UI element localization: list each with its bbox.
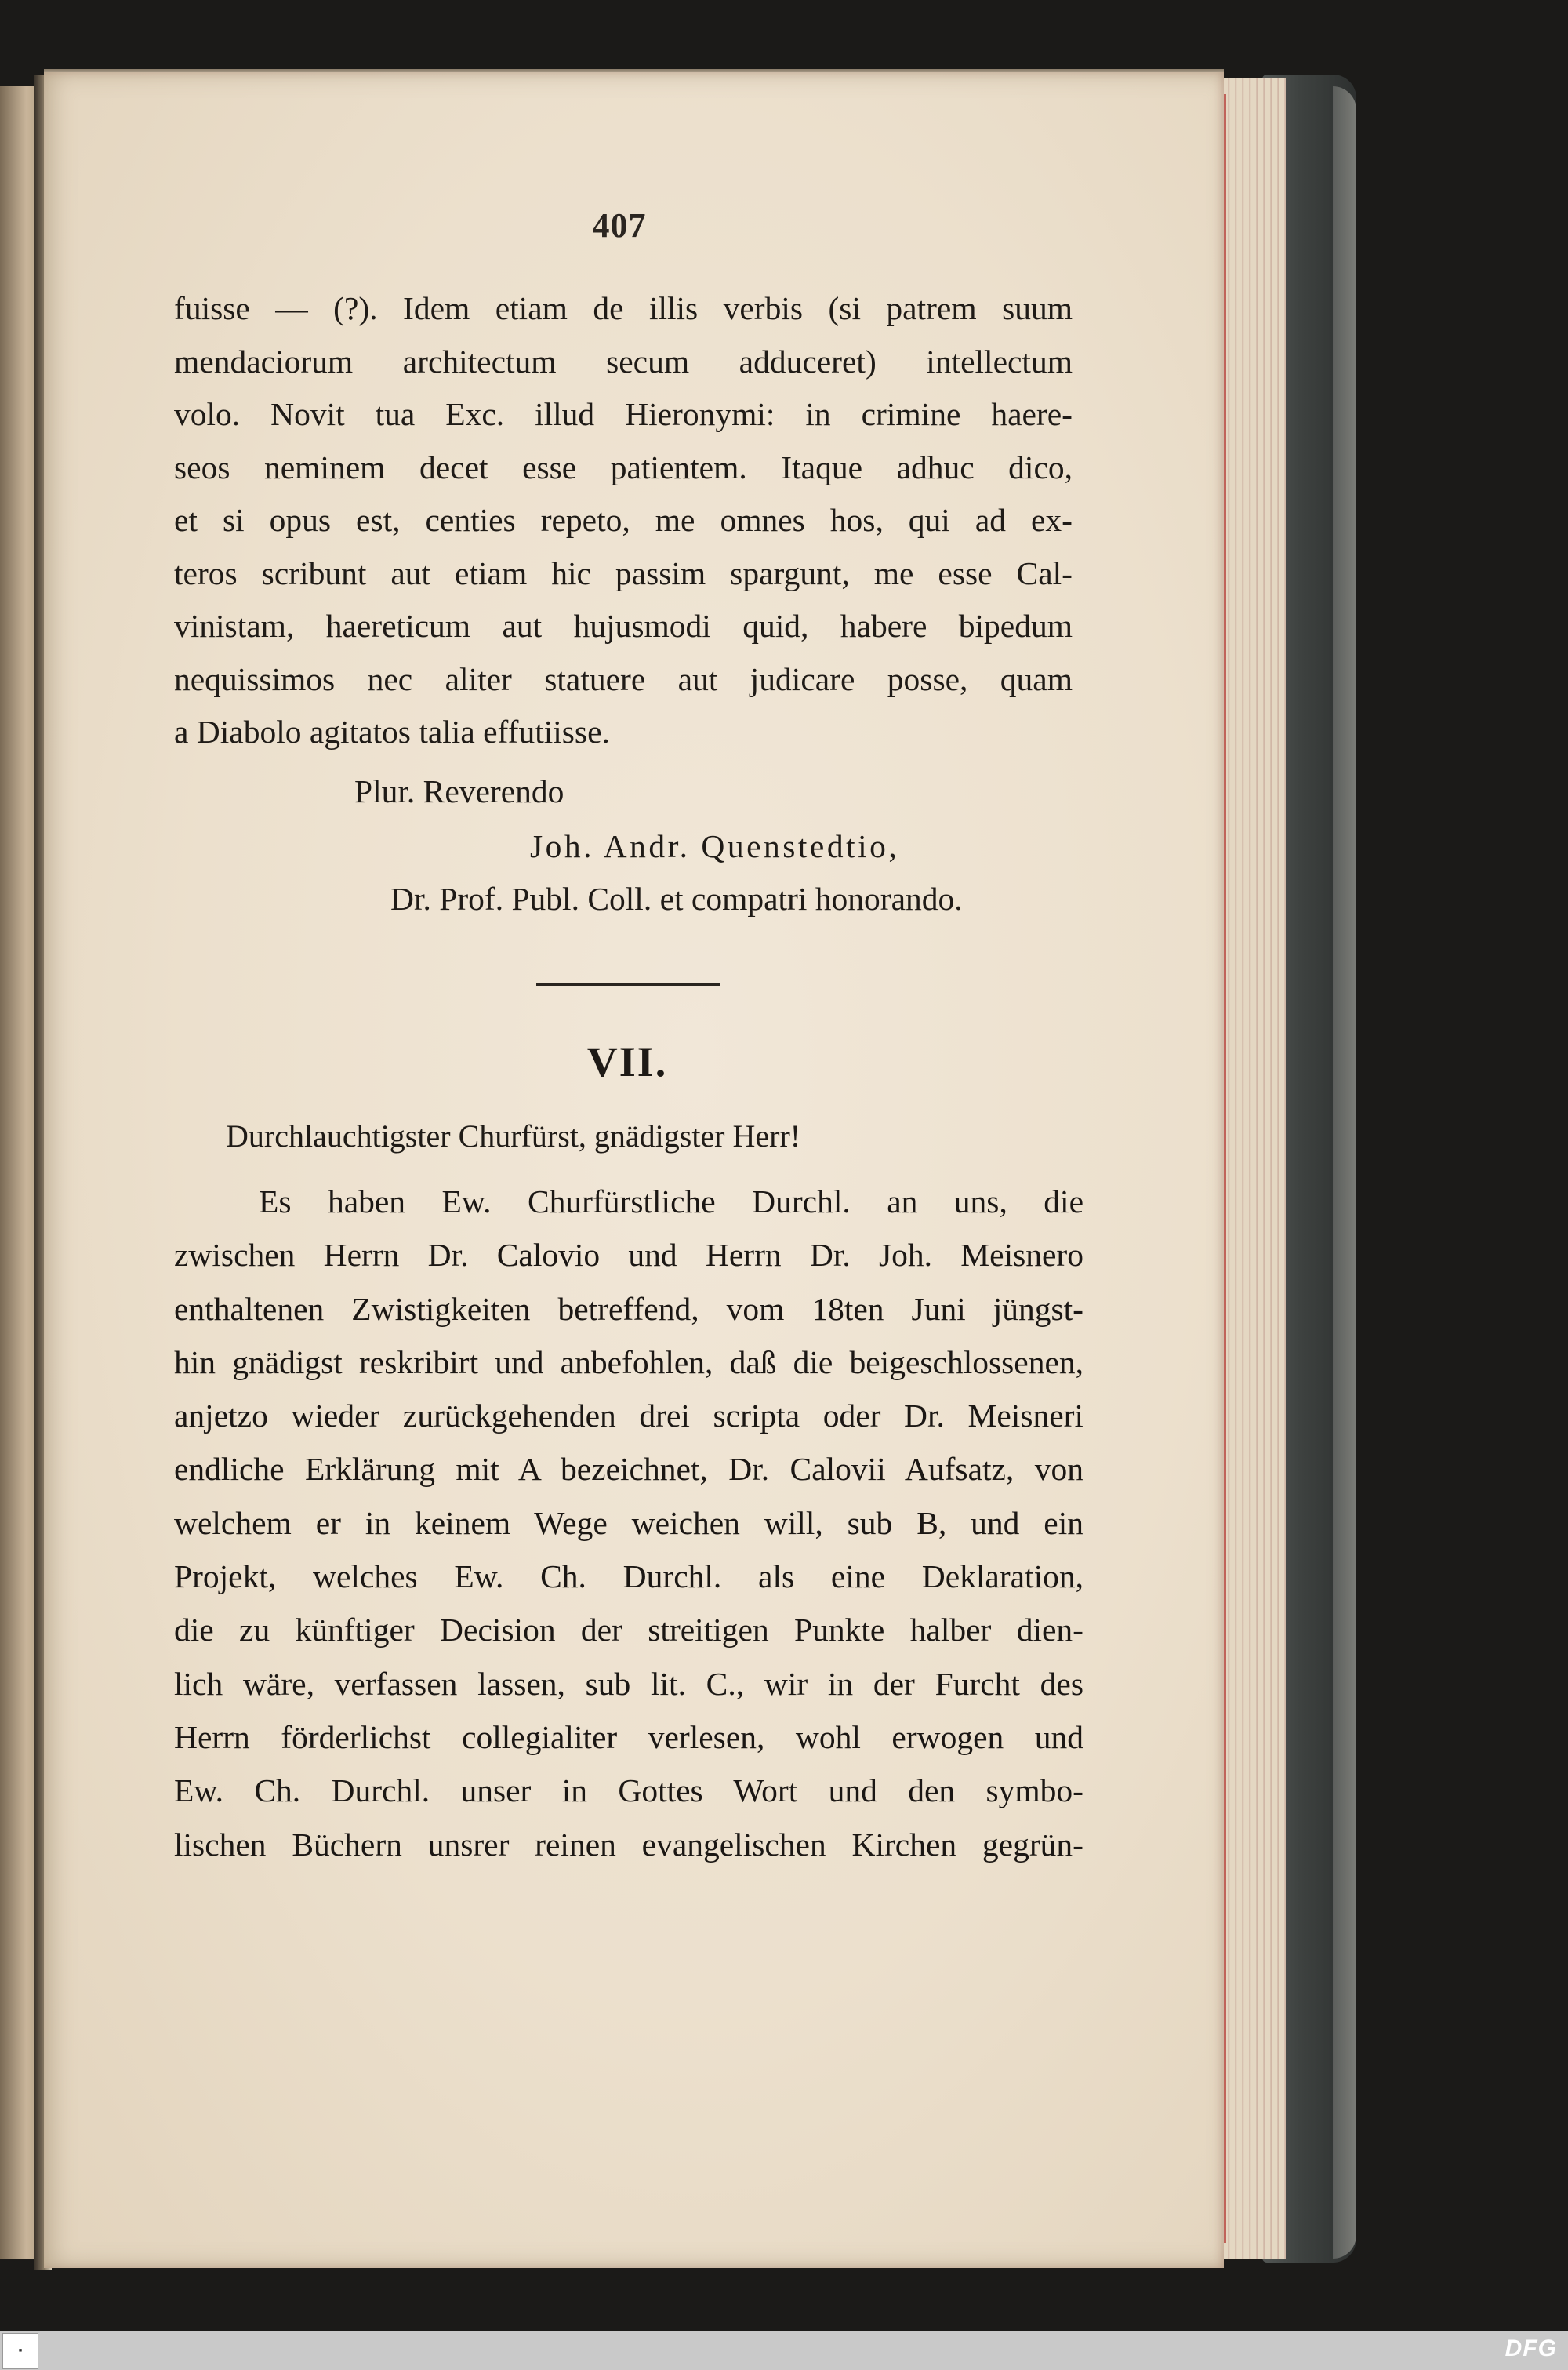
letter-greeting: Durchlauchtigster Churfürst, gnädigster Herr!: [226, 1118, 801, 1154]
text-line: die zu künftiger Decision der streitigen Punkte halber dien-: [174, 1612, 1083, 1648]
section-heading: VII.: [586, 1038, 668, 1085]
section-divider: [536, 983, 720, 986]
text-line: nequissimos nec aliter statuere aut judicare posse, quam: [174, 660, 1073, 697]
signature-title: Dr. Prof. Publ. Coll. et compatri honorando.: [390, 881, 963, 917]
library-logo-icon: ■: [2, 2333, 38, 2369]
text-line: welchem er in keinem Wege weichen will, sub B, und ein: [174, 1504, 1083, 1541]
text-line: zwischen Herrn Dr. Calovio und Herrn Dr. Joh. Meisnero: [174, 1237, 1083, 1274]
footer-bar: [0, 2331, 1568, 2370]
german-paragraph: [174, 1175, 1083, 1871]
page-stack-edges: [1223, 78, 1286, 2259]
text-line: seos neminem decet esse patientem. Itaque adhuc dico,: [174, 449, 1073, 485]
text-line: hin gnädigst reskribirt und anbefohlen, daß die beigeschlossenen,: [174, 1343, 1083, 1380]
text-line: volo. Novit tua Exc. illud Hieronymi: in crimine haere-: [174, 396, 1073, 432]
dfg-logo: DFG: [1504, 2335, 1557, 2361]
signature-name: Joh. Andr. Quenstedtio,: [530, 828, 900, 864]
text-line: Es haben Ew. Churfürstliche Durchl. an uns, die: [259, 1183, 1083, 1220]
text-line: fuisse — (?). Idem etiam de illis verbis (si patrem suum: [174, 290, 1073, 326]
page-number: 407: [592, 206, 647, 245]
previous-page-edge: [0, 86, 38, 2259]
text-line: vinistam, haereticum aut hujusmodi quid, habere bipedum: [174, 608, 1073, 644]
text-line: endliche Erklärung mit A bezeichnet, Dr. Calovii Aufsatz, von: [174, 1451, 1083, 1488]
text-line: enthaltenen Zwistigkeiten betreffend, vom 18ten Juni jüngst-: [174, 1290, 1083, 1327]
text-line: a Diabolo agitatos talia effutiisse.: [174, 714, 610, 750]
signature-salutation: Plur. Reverendo: [354, 773, 564, 809]
text-line: mendaciorum architectum secum adduceret) intellectum: [174, 343, 1073, 380]
text-line: Ew. Ch. Durchl. unser in Gottes Wort und den symbo-: [174, 1772, 1083, 1809]
latin-paragraph: [174, 282, 1073, 759]
text-line: anjetzo wieder zurückgehenden drei scripta oder Dr. Meisneri: [174, 1398, 1083, 1434]
text-line: lischen Büchern unsrer reinen evangelischen Kirchen gegrün-: [174, 1826, 1083, 1863]
text-line: lich wäre, verfassen lassen, sub lit. C., wir in der Furcht des: [174, 1665, 1083, 1702]
text-line: et si opus est, centies repeto, me omnes hos, qui ad ex-: [174, 502, 1073, 538]
text-line: teros scribunt aut etiam hic passim spargunt, me esse Cal-: [174, 554, 1073, 591]
text-line: Projekt, welches Ew. Ch. Durchl. als eine Deklaration,: [174, 1558, 1083, 1595]
book-cover-edge: [1333, 86, 1356, 2259]
text-line: Herrn förderlichst collegialiter verlesen, wohl erwogen und: [174, 1718, 1083, 1755]
